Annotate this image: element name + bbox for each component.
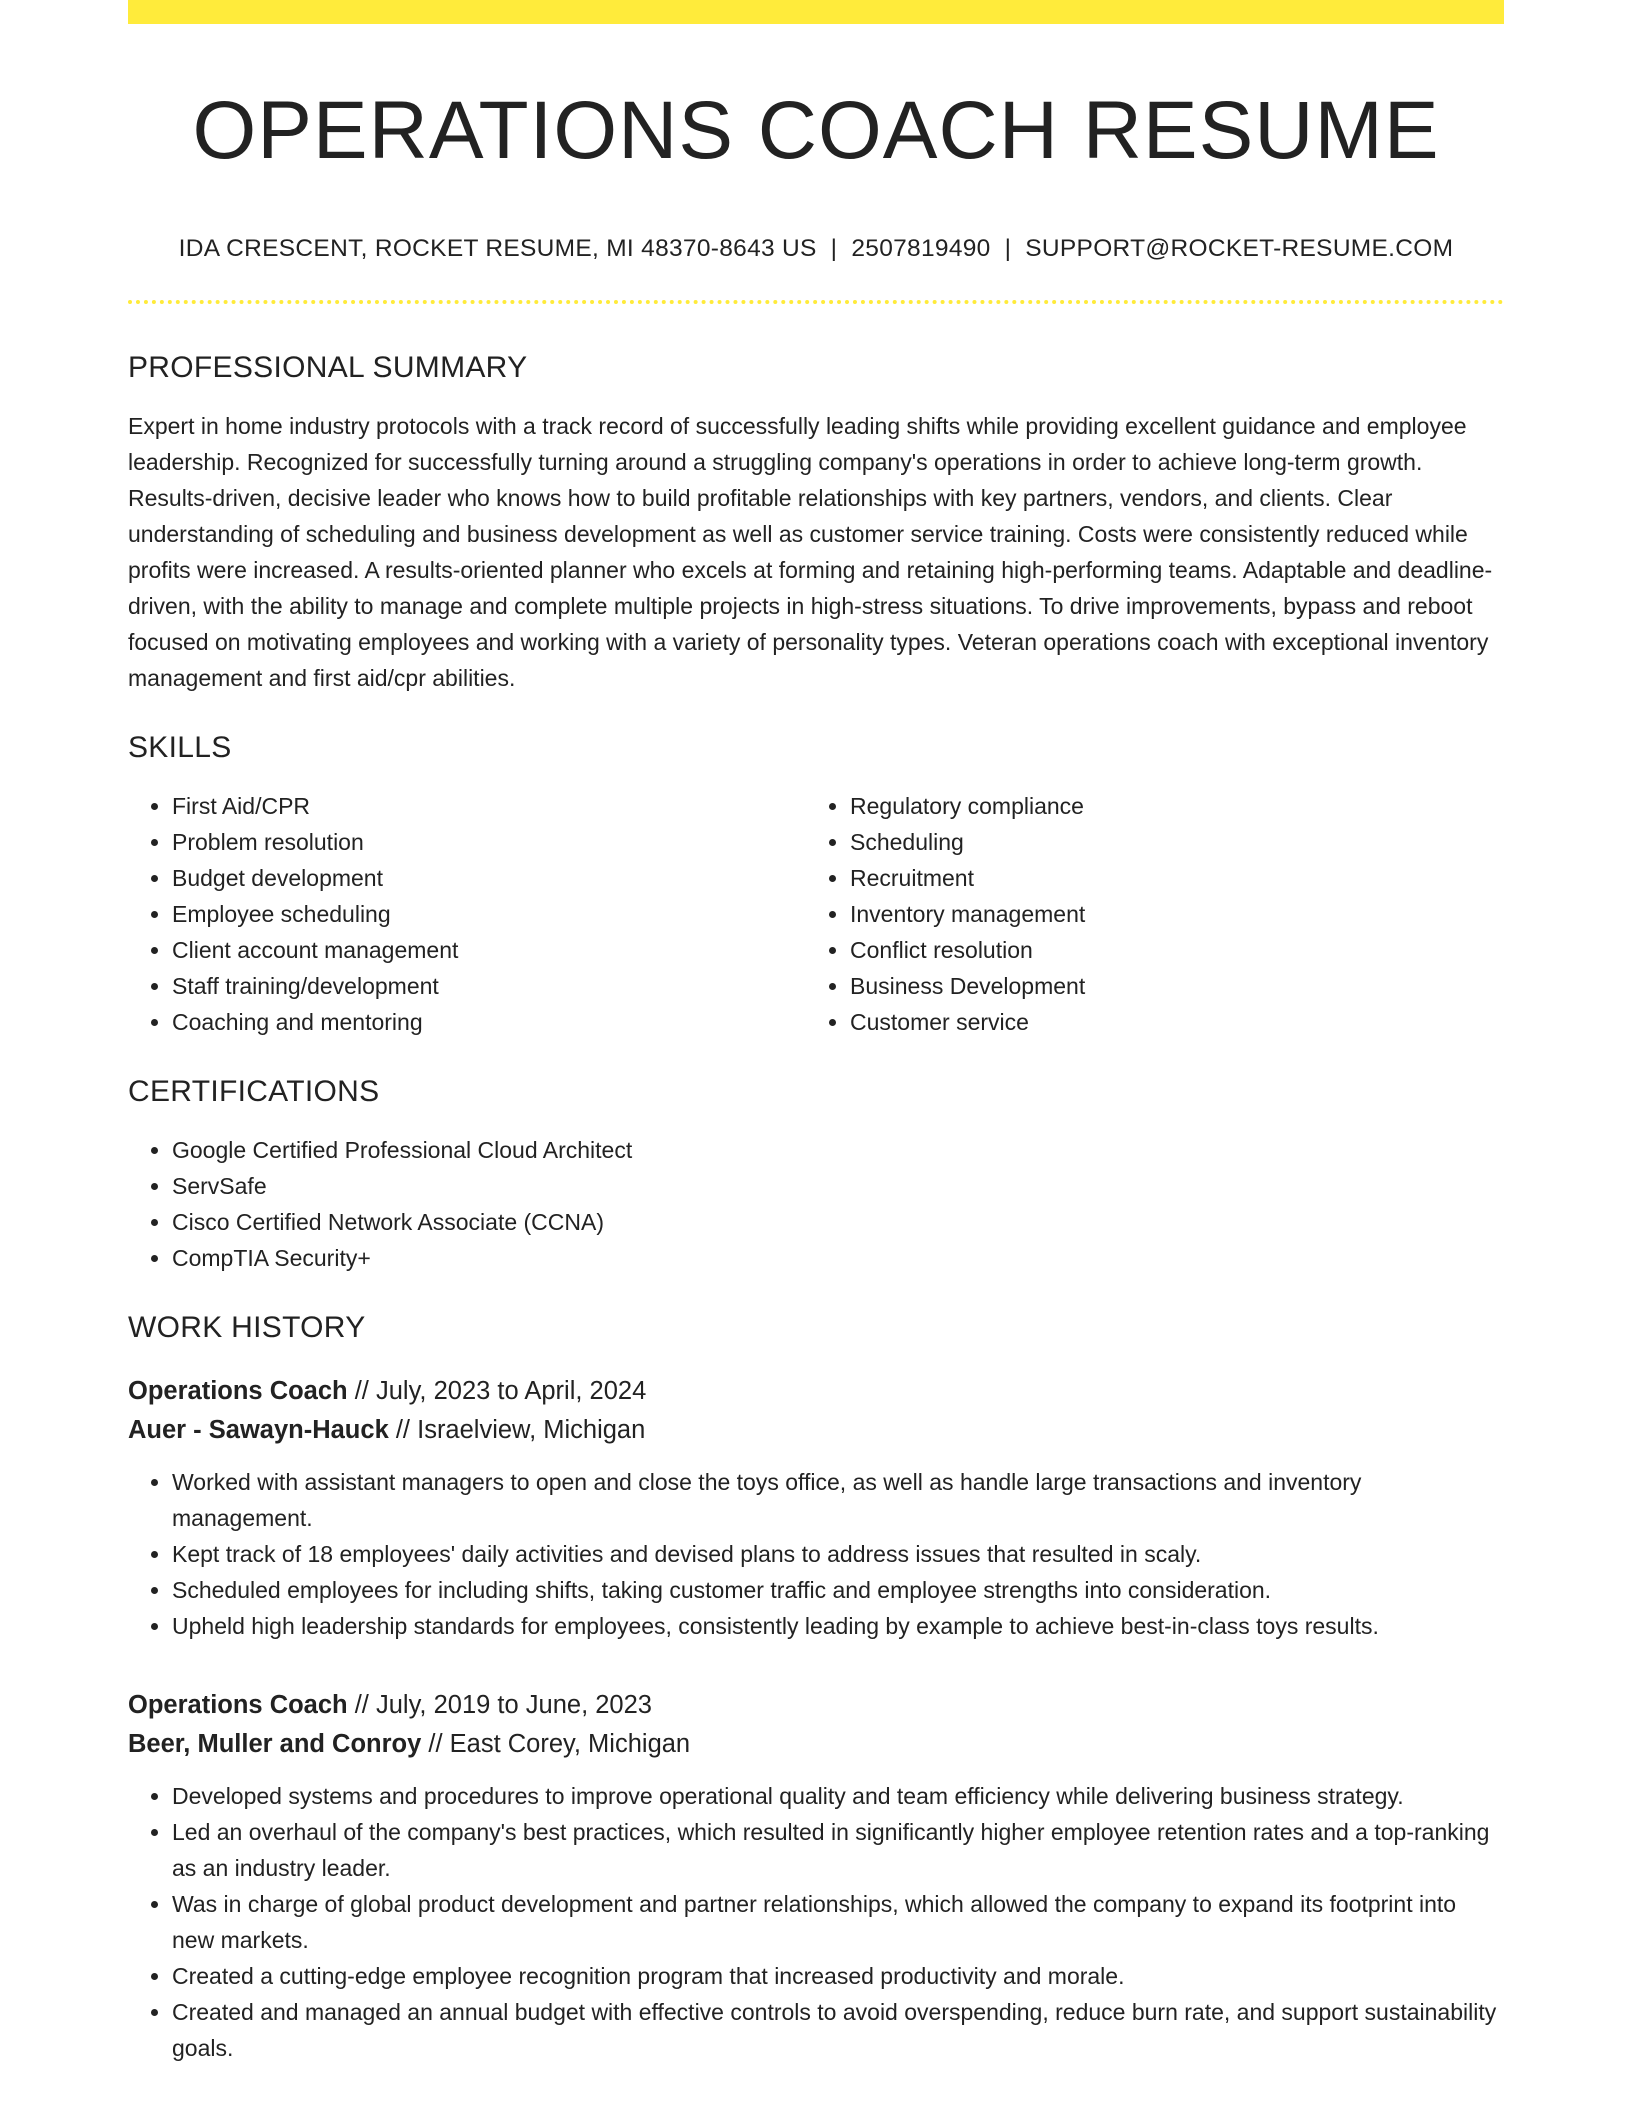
skills-list-left (128, 788, 806, 1040)
skills-heading: SKILLS (128, 730, 232, 764)
job-bullet: • Upheld high leadership standards for employees, consistently leading by example to achieve best-in-class toys results. (172, 1608, 1504, 1644)
job-bullet: • Scheduled employees for including shifts, taking customer traffic and employee strengths into consideration. (172, 1572, 1504, 1608)
resume-title: OPERATIONS COACH RESUME (192, 85, 1440, 176)
job-title: Operations Coach (128, 1376, 348, 1405)
job-company: Auer - Sawayn-Hauck (128, 1415, 389, 1444)
skill-item: • Regulatory compliance (850, 788, 1484, 824)
accent-top-bar (128, 0, 1504, 24)
skill-item: • Recruitment (850, 860, 1484, 896)
job-company-line (128, 1411, 1504, 1450)
certifications-list (128, 1132, 1504, 1276)
job-title-line (128, 1372, 1504, 1411)
job-title: Operations Coach (128, 1690, 348, 1719)
skill-item: • Customer service (850, 1004, 1484, 1040)
contact-line (128, 234, 1504, 263)
skill-item: • Budget development (172, 860, 806, 896)
work-history-heading: WORK HISTORY (128, 1310, 366, 1344)
skill-item: • First Aid/CPR (172, 788, 806, 824)
certification-item: • ServSafe (172, 1168, 1504, 1204)
skill-item: • Client account management (172, 932, 806, 968)
job-bullet: • Created a cutting-edge employee recognition program that increased productivity and morale. (172, 1958, 1504, 1994)
skill-item: • Coaching and mentoring (172, 1004, 806, 1040)
skills-grid (128, 788, 1504, 1040)
job-entry (128, 1372, 1504, 1644)
summary-heading: PROFESSIONAL SUMMARY (128, 350, 528, 384)
job-location: // East Corey, Michigan (421, 1729, 691, 1758)
certification-item: • Google Certified Professional Cloud Architect (172, 1132, 1504, 1168)
contact-email: SUPPORT@ROCKET-RESUME.COM (1025, 235, 1454, 263)
job-bullets (128, 1778, 1504, 2066)
job-company: Beer, Muller and Conroy (128, 1729, 422, 1758)
job-bullet: • Was in charge of global product development and partner relationships, which allowed the company to expand its footprint into new markets. (172, 1886, 1504, 1958)
skill-item: • Scheduling (850, 824, 1484, 860)
contact-separator: | (1004, 235, 1012, 263)
skills-list-right (806, 788, 1484, 1040)
resume-page (128, 0, 1504, 2066)
job-bullet: • Developed systems and procedures to improve operational quality and team efficiency while delivering business strategy. (172, 1778, 1504, 1814)
job-company-line (128, 1725, 1504, 1764)
job-bullet: • Created and managed an annual budget with effective controls to avoid overspending, reduce burn rate, and support sustainability goals. (172, 1994, 1504, 2066)
dotted-divider (128, 300, 1504, 304)
certification-item: • CompTIA Security+ (172, 1240, 1504, 1276)
job-bullet: • Kept track of 18 employees' daily activities and devised plans to address issues that resulted in scaly. (172, 1536, 1504, 1572)
job-bullets (128, 1464, 1504, 1644)
job-entry (128, 1686, 1504, 2066)
job-title-line (128, 1686, 1504, 1725)
skill-item: • Problem resolution (172, 824, 806, 860)
summary-text: Expert in home industry protocols with a track record of successfully leading shifts while providing excellent guidance and employee leadership. Recognized for successfully turning around a struggling company's operations in order to achieve long-term growth. Results-driven, decisive leader who knows how to build profitable relationships with key partners, vendors, and clients. Clear understanding of scheduling and business development as well as customer service training. Costs were consistently reduced while profits were increased. A results-oriented planner who excels at forming and retaining high-performing teams. Adaptable and deadline-driven, with the ability to manage and complete multiple projects in high-stress situations. To drive improvements, bypass and reboot focused on motivating employees and working with a variety of personality types. Veteran operations coach with exceptional inventory management and first aid/cpr abilities. (128, 412, 1493, 691)
skill-item: • Business Development (850, 968, 1484, 1004)
job-bullet: • Led an overhaul of the company's best practices, which resulted in significantly higher employee retention rates and a top-ranking as an industry leader. (172, 1814, 1504, 1886)
job-dates: // July, 2023 to April, 2024 (347, 1376, 647, 1405)
certifications-heading: CERTIFICATIONS (128, 1074, 380, 1108)
job-header (128, 1686, 1504, 1764)
skill-item: • Staff training/development (172, 968, 806, 1004)
skill-item: • Conflict resolution (850, 932, 1484, 968)
skill-item: • Inventory management (850, 896, 1484, 932)
job-header (128, 1372, 1504, 1450)
certification-item: • Cisco Certified Network Associate (CCNA) (172, 1204, 1504, 1240)
skill-item: • Employee scheduling (172, 896, 806, 932)
contact-phone: 2507819490 (851, 235, 991, 263)
job-bullet: • Worked with assistant managers to open and close the toys office, as well as handle large transactions and inventory management. (172, 1464, 1504, 1536)
contact-address: IDA CRESCENT, ROCKET RESUME, MI 48370-8643 US (178, 235, 817, 263)
contact-separator: | (830, 235, 838, 263)
job-location: // Israelview, Michigan (388, 1415, 646, 1444)
job-dates: // July, 2019 to June, 2023 (347, 1690, 652, 1719)
